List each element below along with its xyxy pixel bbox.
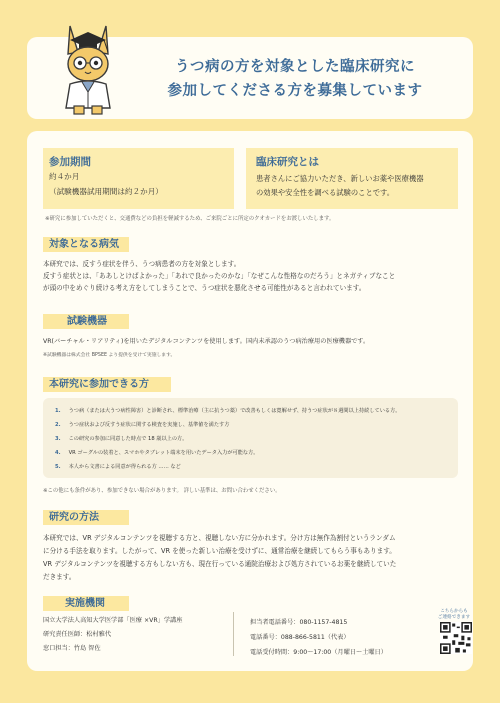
disease-section-tag: 対象となる病気	[43, 237, 129, 252]
eligibility-note: ※この他にも条件があり、参加できない場合があります。 詳しい基準は、お問い合わせください。	[43, 488, 281, 494]
device-note: ※試験機器は株式会社 BPSEE より提供を受けて実施します。	[43, 353, 176, 358]
contact-divider	[233, 612, 234, 656]
list-item: 5. 本人から文書による同意が得られる方 …… など	[55, 464, 181, 470]
device-section-tag: 試験機器	[43, 314, 129, 329]
qr-code-icon[interactable]	[440, 622, 472, 654]
contact-person: 窓口担当：竹島 智佐	[43, 645, 101, 652]
list-item: 4. VR ゴーグルの装着と、スマホやタブレット端末を用いたデータ入力が可能な方。	[55, 450, 259, 456]
clinical-research-line-1: 患者さんにご協力いただき、新しいお薬や医療機器	[256, 174, 424, 183]
disease-line-2: 反すう症状とは、「ああしとけばよかった」「あれで良かったのかな」「なぜこんな性格なのだろう」とネガティブなこと	[43, 272, 396, 280]
period-line-2: （試験機器試用期間は約２か月）	[49, 187, 163, 196]
disease-line-3: が頭の中をめぐり続ける考え方をしてしまうことで、うつ症状を悪化させる可能性があると言われています。	[43, 284, 366, 292]
clinical-research-box	[246, 148, 458, 209]
institution-section-tag: 実施機関	[43, 596, 129, 611]
method-section-tag: 研究の方法	[43, 510, 129, 525]
rabbit-doctor-mascot-icon	[48, 18, 128, 122]
reception-hours: 電話受付時間：9:00～17:00（月曜日～土曜日）	[250, 649, 387, 656]
disease-line-1: 本研究では、反すう症状を伴う、うつ病患者の方を対象とします。	[43, 260, 241, 268]
period-line-1: 約４か月	[49, 172, 80, 181]
period-box	[43, 148, 234, 209]
period-heading: 参加期間	[49, 156, 91, 168]
device-line-1: VR(バーチャル・リアリティ)を用いたデジタルコンテンツを使用します。国内未承認のうつ病治療用の医療機器です。	[43, 338, 370, 345]
list-item: 3. この研究の参加に同意した時点で 18 歳以上の方。	[55, 436, 188, 442]
contact-phone: 担当者電話番号：080-1157-4815	[250, 619, 348, 626]
method-line-4: だきます。	[43, 573, 76, 581]
method-line-1: 本研究では、VR デジタルコンテンツを視聴する方と、視聴しない方に分かれます。分け方は無作為割付というランダム	[43, 534, 396, 542]
method-line-3: VR デジタルコンテンツを視聴する方もしない方も、現在行っている通院治療および処方されているお薬を継続していた	[43, 560, 397, 568]
method-line-2: に分ける手法を取ります。したがって、VR を使った新しい治療を受けずに、通常治療を継続してもらう事もあります。	[43, 547, 396, 555]
page-title	[130, 55, 460, 103]
qr-caption: こちらからも ご連絡できます	[437, 609, 471, 620]
title-line-2: 参加してくださる方を募集しています	[167, 83, 423, 99]
quo-card-note: ※研究に参加していただくと、交通費などの負担を軽減するため、ご来院ごとに所定のクオカードをお渡しいたします。	[45, 216, 335, 222]
title-line-1: うつ病の方を対象とした臨床研究に	[175, 59, 415, 75]
principal-investigator: 研究責任医師：松村雅代	[43, 631, 112, 638]
eligibility-list	[43, 398, 458, 478]
clinical-research-heading: 臨床研究とは	[256, 156, 319, 168]
eligibility-section-tag: 本研究に参加できる方	[43, 377, 171, 392]
list-item: 1. うつ病（または大うつ病性障害）と診断され、標準治療（主に抗うつ薬）で改善もしくは寛解せず、持うつ症状が８週間以上持続している方。	[55, 408, 401, 414]
clinical-research-line-2: の効果や安全性を調べる試験のことです。	[256, 188, 395, 197]
main-phone: 電話番号：088-866-5811（代表）	[250, 634, 350, 641]
institution-name: 国立大学法人高知大学医学部「医療 ×VR」学講座	[43, 617, 183, 624]
list-item: 2. うつ症状および反すう症状に関する検査を実施し、基準値を満たす方	[55, 422, 230, 428]
